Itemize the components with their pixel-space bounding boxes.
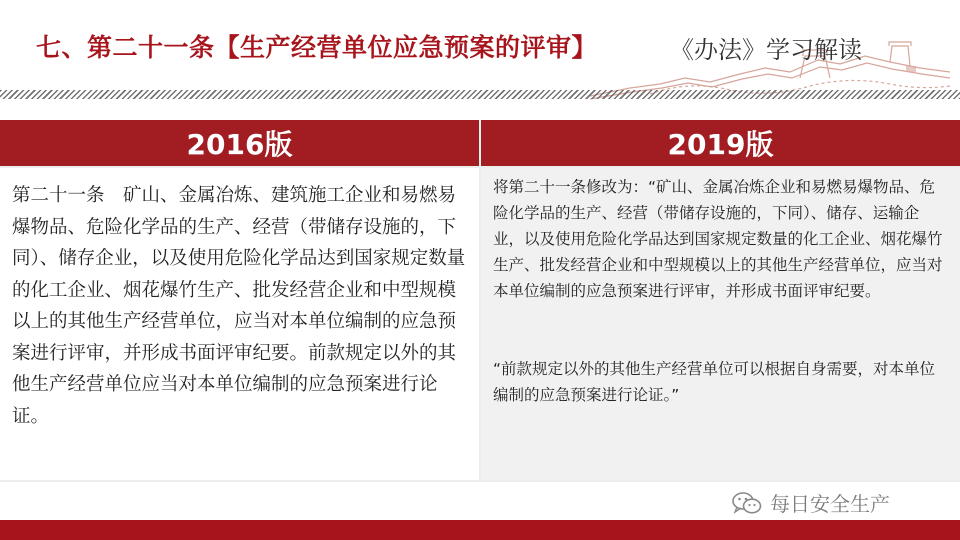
watermark-text: 每日安全生产 — [770, 492, 890, 516]
page-subtitle: 《办法》学习解读 — [670, 36, 862, 64]
column-header-2019: 2019版 — [481, 120, 960, 166]
header — [0, 0, 960, 108]
article-text-2019-part2: “前款规定以外的其他生产经营单位可以根据自身需要，对本单位编制的应急预案进行论证。” — [493, 360, 936, 404]
article-text-2016: 第二十一条 矿山、金属冶炼、建筑施工企业和易燃易爆物品、危险化学品的生产、经营（带储存设施的，下同）、储存企业，以及使用危险化学品达到国家规定数量的化工企业、烟花爆竹生产、批发经营企业和中型规模以上的其他生产经营单位，应当对本单位编制的应急预案进行评审，并形成书面评审纪要。前款规定以外的其他生产经营单位应当对本单位编制的应急预案进行论证。 — [12, 185, 466, 427]
column-header-2016: 2016版 — [0, 120, 479, 166]
hatched-divider — [0, 90, 960, 99]
cell-2016-text — [0, 168, 479, 480]
watermark — [732, 488, 890, 517]
wechat-icon — [732, 491, 762, 515]
article-text-2019-part1: 将第二十一条修改为：“矿山、金属冶炼企业和易燃易爆物品、危险化学品的生产、经营（带储存设施的，下同）、储存、运输企业，以及使用危险化学品达到国家规定数量的化工企业、烟花爆竹生产、批发经营企业和中型规模以上的其他生产经营单位，应当对本单位编制的应急预案进行评审，并形成书面评审纪要。 — [493, 178, 943, 300]
cell-2019-text — [481, 168, 960, 480]
page-title: 七、第二十一条【生产经营单位应急预案的评审】 — [36, 33, 598, 62]
bottom-bar — [0, 520, 960, 540]
